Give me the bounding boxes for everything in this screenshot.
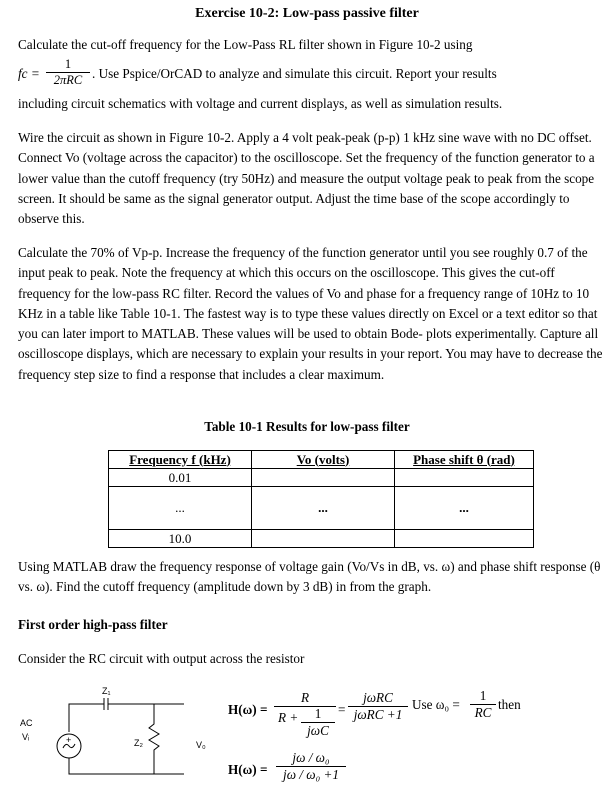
omega0-fraction [470, 688, 496, 721]
label-vo: V₀ [196, 740, 206, 750]
h1-lhs-den-prefix: R + [278, 710, 299, 725]
h1-rhs-numerator: jωRC [348, 690, 408, 707]
label-vi: Vᵢ [22, 732, 30, 742]
intro-line-1: Calculate the cut-off frequency for the Low-Pass RL filter shown in Figure 10-2 using [18, 37, 473, 52]
equals-sign: = [338, 702, 346, 717]
h1-lhs-numerator: R [274, 690, 336, 707]
omega0-denominator: RC [474, 705, 492, 720]
h2-denominator: jω / ω₀ +1 [283, 767, 339, 782]
paragraph-matlab: Using MATLAB draw the frequency response of voltage gain (Vo/Vs in dB, vs. ω) and phase shift response (θ vs. ω). Find the cutoff frequency (amplitude down by 3 dB) in from the graph. [18, 559, 601, 595]
h2-label: H(ω) = [228, 762, 268, 777]
table-cell [252, 530, 395, 548]
h1-rhs-denominator: jωRC +1 [353, 707, 403, 722]
intro-line-3: including circuit schematics with voltage and current displays, as well as simulation results. [18, 96, 503, 111]
table-cell [395, 469, 534, 487]
table-row [109, 530, 534, 548]
label-z1: Z₁ [102, 686, 111, 696]
fc-label: fc = [18, 66, 40, 81]
h1-inner-denominator: jωC [307, 723, 329, 738]
page-title: Exercise 10-2: Low-pass passive filter [195, 6, 419, 21]
table-cell [252, 469, 395, 487]
fc-denominator: 2πRC [53, 73, 83, 87]
intro-line-2: . Use Pspice/OrCAD to analyze and simulate this circuit. Report your results [92, 66, 497, 81]
paragraph-procedure: Calculate the 70% of Vp-p. Increase the frequency of the function generator until you see roughly 0.7 of the input peak to peak. Note the frequency at which this occurs on the oscilloscope. This gives the cut-off frequency for the low-pass RC filter. Record the values of Vo and phase for a frequency range of 10Hz to 10 KHz in a table like Table 10-1. The fastest way is to type these values directly on Excel or a text editor so that you can later import to MATLAB. These values will be used to obtain Bode- plots experimentally. Capture all oscilloscope displays, which are necessary to explain your results in your report. You may have to decrease the frequency step size to find a response that includes a clear maximum. [18, 245, 603, 382]
section-heading-high-pass: First order high-pass filter [18, 617, 168, 632]
h1-rhs-fraction [348, 690, 408, 723]
rc-circuit-diagram [14, 682, 214, 782]
wire-left-top [69, 704, 104, 732]
label-plus: + [66, 735, 72, 745]
h1-inner-fraction [301, 706, 335, 739]
then-text: then [498, 697, 521, 712]
omega0-numerator: 1 [470, 688, 496, 705]
use-omega-text: Use ω₀ = [412, 697, 460, 712]
fc-fraction [46, 57, 90, 88]
h1-inner-numerator: 1 [301, 706, 335, 723]
paragraph-wiring: Wire the circuit as shown in Figure 10-2. Apply a 4 volt peak-peak (p-p) 1 kHz sine wave with no DC offset. Connect Vo (voltage across the capacitor) to the oscilloscope. Set the frequency of the function generator to a lower value than the cutoff frequency (try 50Hz) and measure the output voltage peak to peak from the scope screen. It should be same as the signal generator output. Adjust the time base of the scope accordingly to observe this. [18, 130, 595, 227]
fc-numerator: 1 [46, 57, 90, 73]
table-cell: ... [252, 487, 395, 530]
table-row [109, 469, 534, 487]
resistor-z2 [149, 704, 159, 774]
label-z2: Z₂ [134, 738, 143, 748]
table-row [109, 487, 534, 530]
table-cell: ... [395, 487, 534, 530]
table-cell [395, 530, 534, 548]
h2-numerator: jω / ω₀ [276, 750, 346, 767]
table-cell: 0.01 [109, 469, 252, 487]
table-cell: ... [109, 487, 252, 530]
header-vo: Vo (volts) [252, 451, 395, 469]
header-phase: Phase shift θ (rad) [395, 451, 534, 469]
header-frequency: Frequency f (kHz) [109, 451, 252, 469]
results-table [108, 450, 534, 548]
h2-fraction [276, 750, 346, 783]
wire-bottom [69, 758, 184, 774]
table-caption: Table 10-1 Results for low-pass filter [204, 419, 410, 434]
table-cell: 10.0 [109, 530, 252, 548]
h1-lhs-fraction [274, 690, 336, 707]
label-ac: AC [20, 718, 33, 728]
h1-label: H(ω) = [228, 702, 268, 717]
paragraph-consider: Consider the RC circuit with output across the resistor [18, 651, 305, 666]
